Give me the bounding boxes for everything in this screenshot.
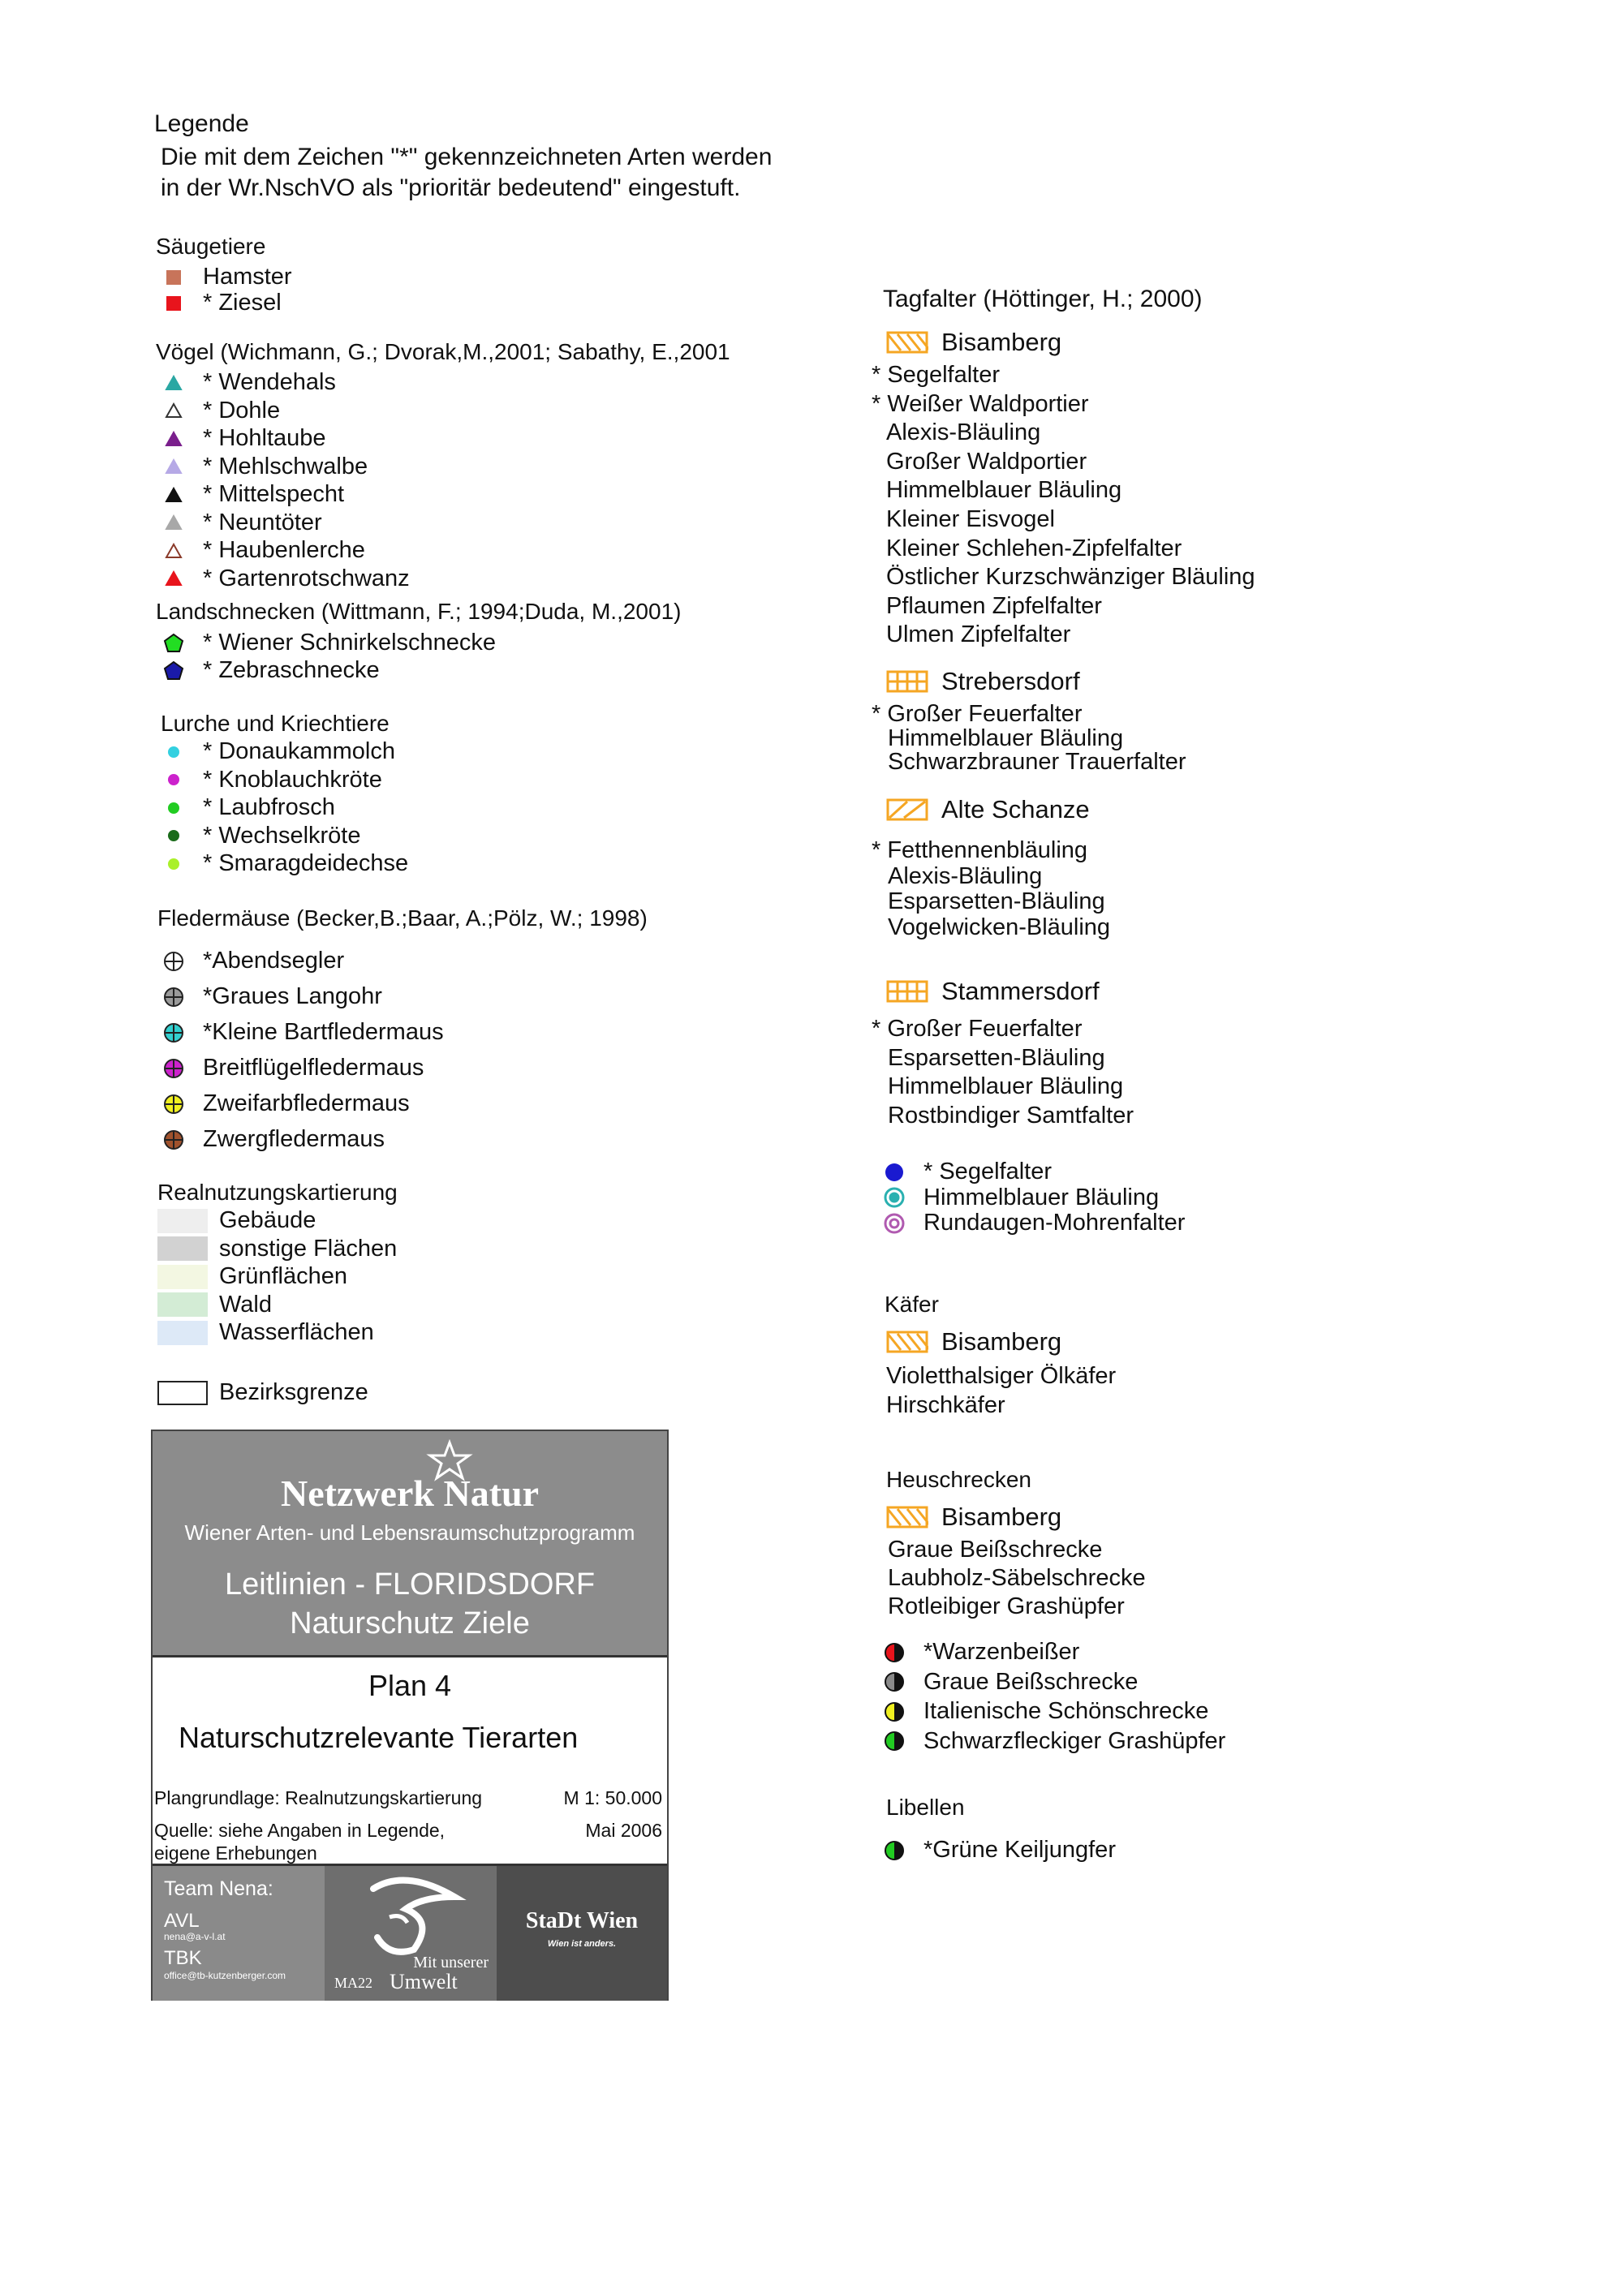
saeugetier-item [156,264,292,290]
kaefer-species: Hirschkäfer [886,1391,1005,1418]
libellen-point-item-label: *Grüne Keiljungfer [923,1837,1116,1863]
dot-marker-icon [166,828,182,844]
heuschrecken-area-bisamberg [886,1503,1061,1532]
tagfalter-point-item-label: Rundaugen-Mohrenfalter [923,1210,1186,1236]
dot-marker-icon [166,800,182,816]
schnecke-item [156,630,496,656]
heuschrecken-species: Rotleibiger Grashüpfer [888,1593,1125,1619]
tagfalter-species: Alexis-Bläuling [888,862,1043,889]
lurch-item-label: * Smaragdeidechse [203,850,409,876]
heuschrecken-point-item-label: Graue Beißschrecke [923,1668,1139,1695]
tagfalter-species: * Großer Feuerfalter [872,701,1083,727]
vogel-item [156,537,365,564]
quelle-line1: Quelle: siehe Angaben in Legende, [154,1820,446,1841]
fledermaeuse-heading: Fledermäuse (Becker,B.;Baar, A.;Pölz, W.; 1998) [157,905,648,931]
vogel-item-label: * Mittelspecht [203,481,345,507]
fledermaus-item [156,948,344,974]
tbk-label: TBK [164,1947,202,1969]
realnutzung-item [157,1263,347,1290]
fledermaus-item-label: Breitflügelfledermaus [203,1055,424,1081]
tagfalter-species: Schwarzbrauner Trauerfalter [888,749,1186,775]
legend-note-line2: in der Wr.NschVO als "prioritär bedeutend" eingestuft. [161,174,741,201]
title-block-header [153,1431,667,1655]
avl-label: AVL [164,1910,200,1932]
triangle-marker-icon [165,375,183,391]
schnecke-item-label: * Zebraschnecke [203,657,380,683]
title-block [151,1430,669,2001]
fledermaus-item-label: Zwergfledermaus [203,1126,385,1152]
dot-marker-icon [166,772,182,788]
lurch-item [156,767,382,793]
tagfalter-point-item [876,1185,1159,1211]
crosshair-marker-icon [162,1093,185,1116]
plangrundlage: Plangrundlage: Realnutzungskartierung [154,1787,483,1808]
tagfalter-species: Vogelwicken-Bläuling [888,914,1111,940]
area-alte-schanze [886,795,1090,824]
vogel-item [156,454,368,480]
title-line2: Naturschutz Ziele [290,1606,530,1640]
tagfalter-species: Ulmen Zipfelfalter [886,621,1071,648]
lurch-item [156,823,361,849]
tagfalter-species: * Großer Feuerfalter [872,1016,1083,1042]
vogel-item-label: * Hohltaube [203,425,326,451]
saeugetiere-heading: Säugetiere [156,234,266,259]
area-strebersdorf-label: Strebersdorf [941,667,1080,695]
libellen-point-item [876,1837,1116,1864]
schnecke-item [156,657,380,684]
triangle-marker-icon [165,402,183,419]
color-swatch [157,1265,208,1289]
datum: Mai 2006 [585,1820,662,1841]
kaefer-heading: Käfer [885,1292,939,1317]
quelle-line2: eigene Erhebungen [154,1842,317,1864]
dot-marker-icon [166,856,182,872]
color-swatch [157,1236,208,1261]
half-circle-marker-icon [884,1840,905,1861]
ma22-line2: MA22 [334,1975,373,1991]
vogel-item-label: * Wendehals [203,369,336,395]
realnutzung-item [157,1236,397,1262]
grid-hatch-icon [886,670,928,693]
vogel-item [156,398,280,424]
heuschrecken-heading: Heuschrecken [886,1467,1031,1492]
realnutzung-item [157,1207,316,1234]
title-block-plan [153,1655,667,1866]
saeugetier-item-label: * Ziesel [203,290,282,316]
tagfalter-species: Großer Waldportier [886,448,1087,475]
fledermaus-item [156,1126,385,1153]
diagonal-hatch-icon [886,798,928,821]
crosshair-marker-icon [162,1129,185,1151]
crosshair-marker-icon [162,1057,185,1080]
square-marker-icon [166,296,181,311]
realnutzung-item-label: Gebäude [219,1207,316,1233]
saeugetier-item-label: Hamster [203,264,292,290]
crosshair-marker-icon [162,986,185,1008]
tagfalter-species: * Fetthennenbläuling [872,837,1088,863]
tagfalter-point-item [876,1210,1185,1236]
team-panel [153,1866,325,2001]
tagfalter-species: Himmelblauer Bläuling [888,724,1124,751]
fledermaus-item-label: Zweifarbfledermaus [203,1090,410,1116]
crosshair-marker-icon [162,950,185,973]
vogel-item [156,481,344,508]
lurch-item-label: * Laubfrosch [203,794,335,820]
bezirksgrenze-swatch [157,1381,208,1405]
realnutzung-item-label: Wald [219,1291,272,1318]
color-swatch [157,1321,208,1345]
triangle-marker-icon [165,458,183,475]
ma22-panel [325,1866,497,2001]
heuschrecken-point-item-label: Schwarzfleckiger Grashüpfer [923,1727,1226,1754]
bezirksgrenze-label: Bezirksgrenze [219,1379,368,1405]
area-bisamberg [886,328,1061,357]
realnutzung-item-label: Grünflächen [219,1263,347,1289]
triangle-marker-icon [165,487,183,503]
lurch-item [156,850,408,877]
fledermaus-item-label: *Kleine Bartfledermaus [203,1019,444,1045]
tagfalter-species: Himmelblauer Bläuling [888,1073,1124,1099]
landschnecken-heading: Landschnecken (Wittmann, F.; 1994;Duda, M.,2001) [156,599,682,624]
tagfalter-species: Kleiner Schlehen-Zipfelfalter [886,535,1182,561]
diagonal-hatch-icon [886,1506,928,1529]
tbk-email: office@tb-kutzenberger.com [164,1970,286,1981]
vogel-item [156,510,322,536]
plan-number: Plan 4 [368,1669,452,1702]
fledermaus-item [156,1055,424,1081]
heuschrecken-point-item [876,1698,1208,1725]
libellen-heading: Libellen [886,1795,965,1820]
crosshair-marker-icon [162,1021,185,1044]
title-line1: Leitlinien - FLORIDSDORF [224,1567,596,1602]
tagfalter-species: Himmelblauer Bläuling [886,477,1122,504]
heuschrecken-point-item [876,1669,1138,1696]
lurche-heading: Lurche und Kriechtiere [161,711,390,736]
stadt-wien-panel [497,1866,667,2001]
ma22-line3: Umwelt [390,1970,458,1993]
vogel-item [156,369,336,396]
area-stammersdorf-label: Stammersdorf [941,977,1100,1005]
vogel-item [156,565,410,592]
heuschrecken-point-item-label: Italienische Schönschrecke [923,1698,1209,1724]
heuschrecken-point-item [876,1728,1225,1755]
team-label: Team Nena: [164,1877,273,1900]
circle-marker-icon [884,1162,905,1183]
color-swatch [157,1209,208,1233]
tagfalter-heading: Tagfalter (Höttinger, H.; 2000) [883,286,1203,312]
tagfalter-species: Esparsetten-Bläuling [888,1044,1105,1071]
heuschrecken-species: Graue Beißschrecke [888,1537,1103,1563]
vogel-item [156,425,326,452]
pentagon-marker-icon [163,660,184,681]
triangle-marker-icon [165,514,183,531]
tagfalter-species: * Weißer Waldportier [872,390,1089,417]
realnutzung-item [157,1319,374,1346]
massstab: M 1: 50.000 [563,1787,662,1808]
realnutzung-item-label: Wasserflächen [219,1319,374,1345]
tagfalter-species: Pflaumen Zipfelfalter [886,592,1102,619]
tagfalter-species: Östlicher Kurzschwänziger Bläuling [886,564,1255,591]
diagonal-hatch-icon [886,331,928,354]
lurch-item-label: * Wechselkröte [203,822,361,849]
legend-note-line1: Die mit dem Zeichen "*" gekennzeichneten Arten werden [161,144,773,170]
fledermaus-item [156,983,382,1010]
area-bisamberg-label: Bisamberg [941,328,1062,356]
brand-name: Netzwerk Natur [280,1473,540,1514]
vogel-item-label: * Mehlschwalbe [203,453,368,479]
dot-marker-icon [166,744,182,760]
schnecke-item-label: * Wiener Schnirkelschnecke [203,630,497,656]
tagfalter-point-item-label: * Segelfalter [923,1159,1052,1185]
bezirksgrenze-row [157,1379,368,1406]
saeugetier-item [156,290,282,316]
triangle-marker-icon [165,570,183,587]
square-marker-icon [166,270,181,285]
vogel-item-label: * Neuntöter [203,509,322,535]
heuschrecken-species: Laubholz-Säbelschrecke [888,1565,1146,1591]
lurch-item [156,794,335,821]
tagfalter-point-item [876,1159,1052,1185]
realnutzung-heading: Realnutzungskartierung [157,1180,398,1205]
half-circle-marker-icon [884,1731,905,1752]
realnutzung-item-label: sonstige Flächen [219,1235,398,1262]
plan-title: Naturschutzrelevante Tierarten [179,1721,579,1754]
half-circle-marker-icon [884,1671,905,1692]
pentagon-marker-icon [163,633,184,654]
heuschrecken-point-item-label: *Warzenbeißer [923,1639,1080,1665]
tagfalter-point-item-label: Himmelblauer Bläuling [923,1184,1160,1210]
grid-hatch-icon [886,980,928,1003]
kaefer-area-bisamberg [886,1327,1061,1357]
heuschrecken-point-item [876,1639,1079,1666]
stadt-wien-logo: StaDt Wien [525,1908,639,1933]
tagfalter-species: Alexis-Bläuling [886,419,1041,446]
half-circle-marker-icon [884,1642,905,1663]
circle-marker-icon [884,1187,905,1208]
tagfalter-species: Kleiner Eisvogel [886,506,1055,532]
kaefer-species: Violetthalsiger Ölkäfer [886,1363,1117,1389]
half-circle-marker-icon [884,1701,905,1722]
diagonal-hatch-icon [886,1331,928,1353]
color-swatch [157,1292,208,1317]
tagfalter-species: * Segelfalter [872,362,1000,388]
realnutzung-item [157,1292,272,1318]
fledermaus-item [156,1019,444,1046]
lurch-item [156,738,395,765]
triangle-marker-icon [165,431,183,447]
vogel-item-label: * Gartenrotschwanz [203,565,410,591]
fledermaus-item-label: *Graues Langohr [203,983,382,1009]
fledermaus-item [156,1090,410,1117]
lurch-item-label: * Knoblauchkröte [203,766,382,793]
circle-marker-icon [884,1213,905,1234]
tagfalter-species: Rostbindiger Samtfalter [888,1102,1134,1129]
ma22-logo-icon [357,1872,471,1962]
title-block-footer [153,1866,667,2001]
brand-subtitle: Wiener Arten- und Lebensraumschutzprogramm [184,1520,635,1545]
area-alte-schanze-label: Alte Schanze [941,795,1090,823]
heuschrecken-area-bisamberg-label: Bisamberg [941,1503,1062,1531]
fledermaus-item-label: *Abendsegler [203,948,345,974]
voegel-heading: Vögel (Wichmann, G.; Dvorak,M.,2001; Sabathy, E.,2001 [156,339,730,364]
stadt-wien-slogan: Wien ist anders. [547,1939,617,1949]
area-strebersdorf [886,667,1080,696]
kaefer-area-bisamberg-label: Bisamberg [941,1327,1062,1356]
area-stammersdorf [886,977,1100,1006]
vogel-item-label: * Dohle [203,397,281,424]
avl-email: nena@a-v-l.at [164,1931,226,1942]
ma22-line1: Mit unserer [413,1954,489,1971]
triangle-marker-icon [165,543,183,559]
lurch-item-label: * Donaukammolch [203,738,395,764]
vogel-item-label: * Haubenlerche [203,537,365,563]
tagfalter-species: Esparsetten-Bläuling [888,888,1105,914]
legend-title: Legende [154,110,249,137]
